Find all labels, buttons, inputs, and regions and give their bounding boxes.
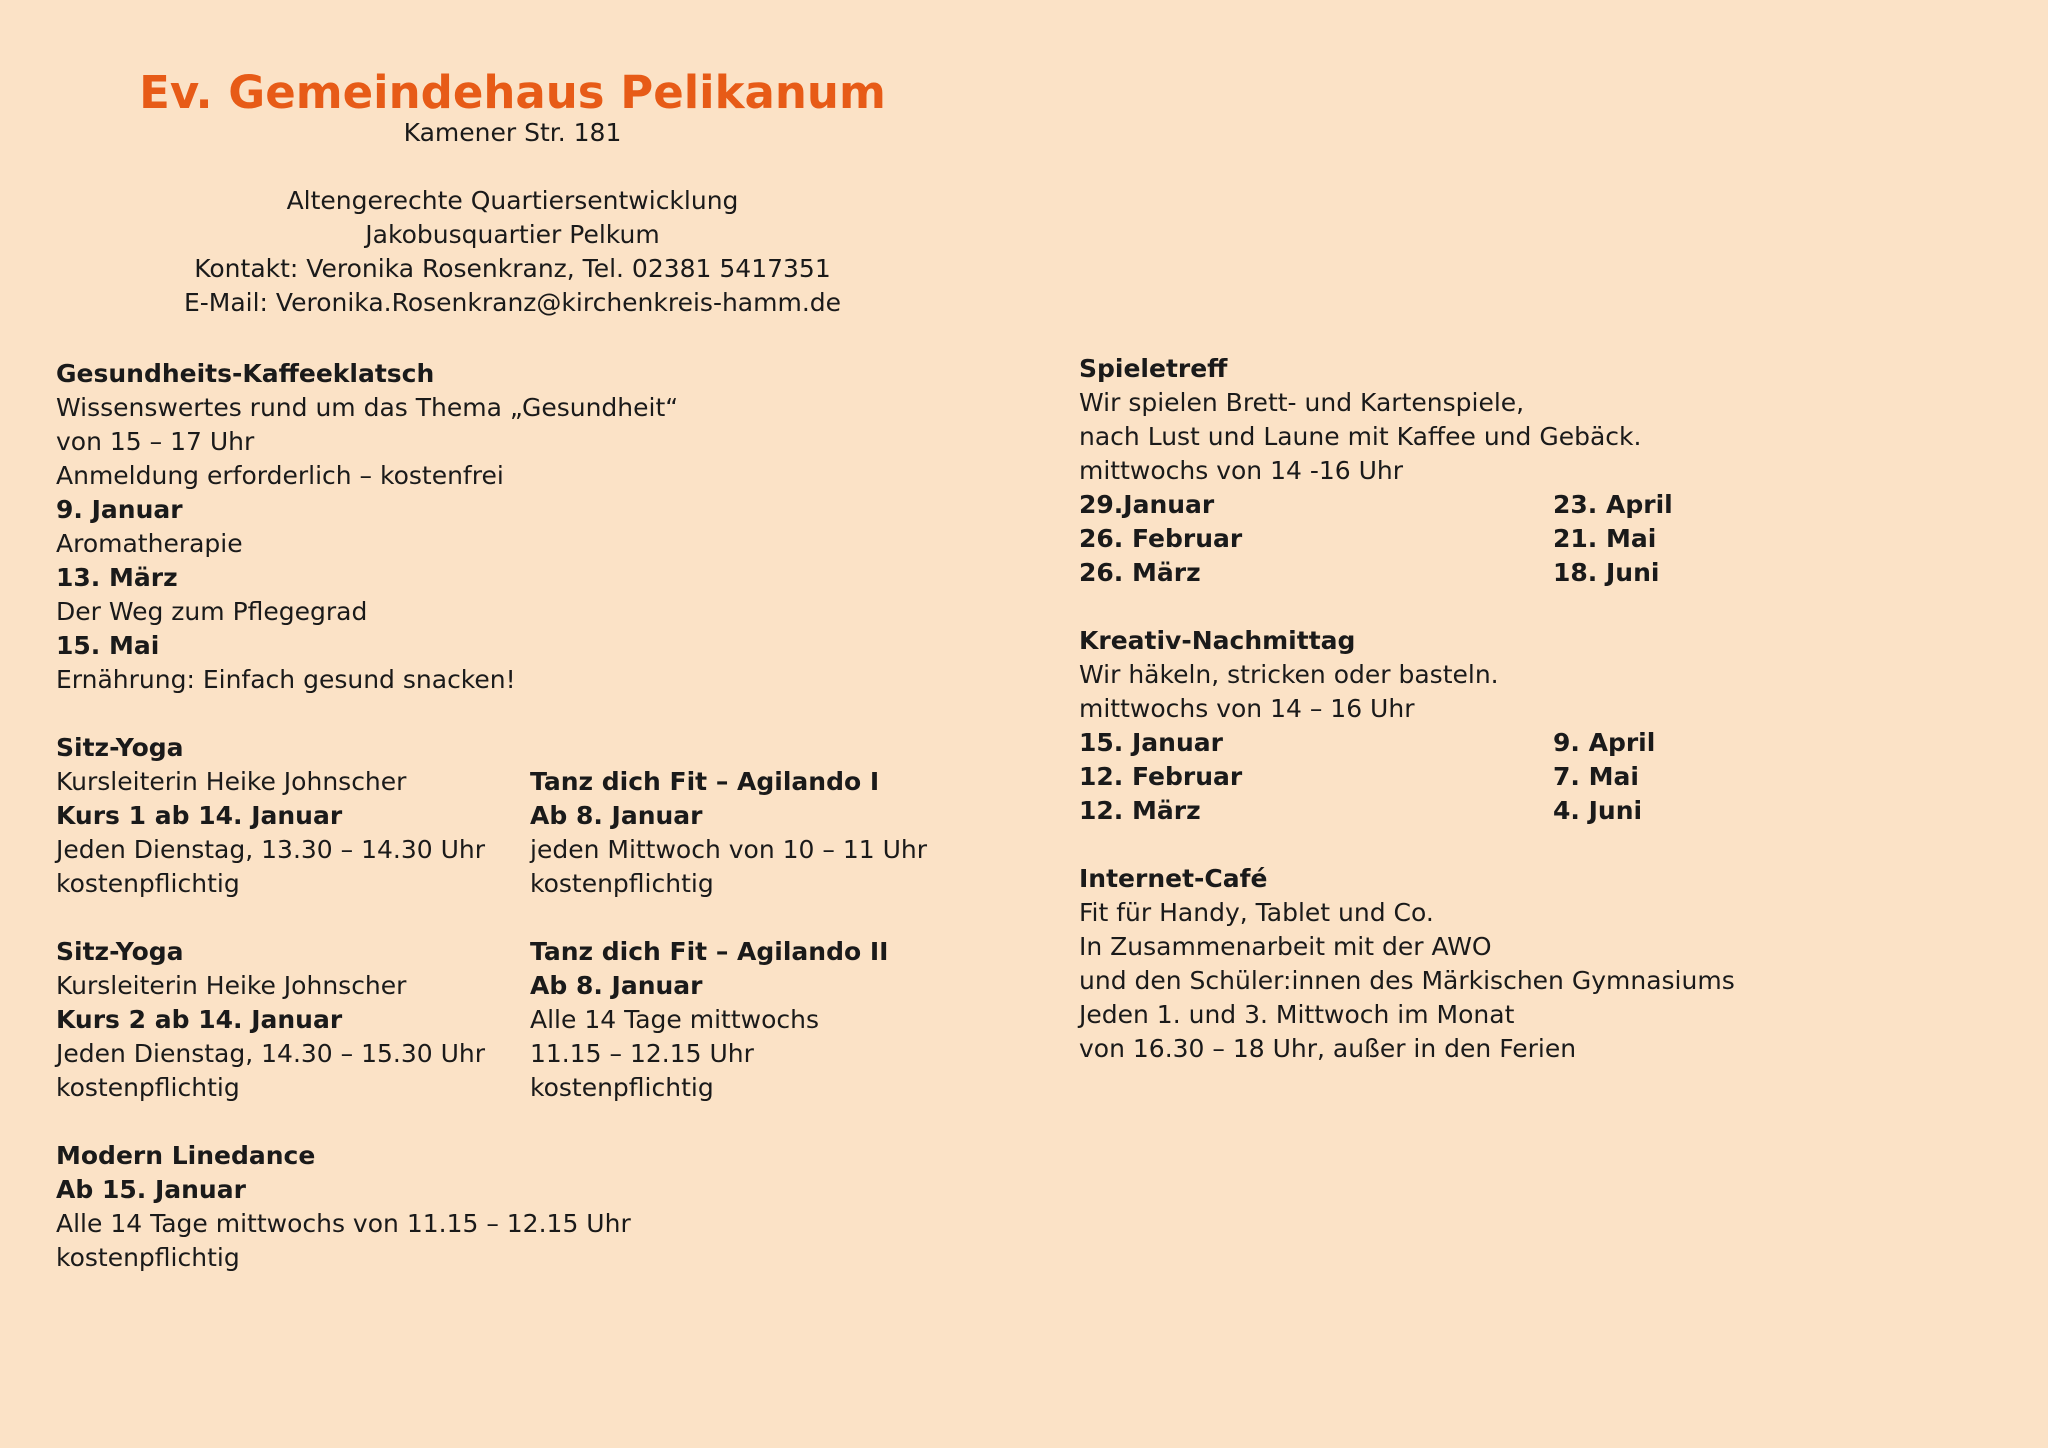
event-date: 18. Juni	[1553, 558, 1660, 587]
teacher: Kursleiterin Heike Johnscher	[56, 971, 407, 1000]
event-date: 9. April	[1553, 728, 1656, 757]
course: Kurs 1 ab 14. Januar	[56, 801, 343, 830]
section-line: von 16.30 – 18 Uhr, außer in den Ferien	[1079, 1034, 1577, 1063]
event-date: 4. Juni	[1553, 796, 1643, 825]
section-title: Internet-Café	[1079, 864, 1268, 893]
event-date: 15. Januar	[1079, 728, 1223, 757]
fee: kostenpflichtig	[56, 1073, 240, 1102]
kreativ-dates-right	[1553, 726, 1655, 828]
spacer	[0, 150, 1025, 184]
section-time: mittwochs von 14 -16 Uhr	[1079, 456, 1404, 485]
start-date: Ab 8. Januar	[530, 801, 703, 830]
section-line: und den Schüler:innen des Märkischen Gymnasiums	[1079, 966, 1735, 995]
section-title: Spieletreff	[1079, 354, 1228, 383]
event-date: 26. März	[1079, 558, 1201, 587]
event-date: 12. März	[1079, 796, 1201, 825]
section-desc: Wir spielen Brett- und Kartenspiele,	[1079, 388, 1525, 417]
event-topic: Ernährung: Einfach gesund snacken!	[56, 665, 516, 694]
header-info	[0, 116, 1025, 320]
spieletreff-dates-left	[1079, 488, 1242, 590]
section-tanz-2	[530, 935, 888, 1105]
teacher: Kursleiterin Heike Johnscher	[56, 767, 407, 796]
section-kaffeeklatsch	[56, 357, 678, 697]
fee: kostenpflichtig	[56, 869, 240, 898]
section-title: Tanz dich Fit – Agilando I	[530, 767, 880, 796]
email-line: E-Mail: Veronika.Rosenkranz@kirchenkreis-hamm.de	[183, 288, 842, 317]
section-time: jeden Mittwoch von 10 – 11 Uhr	[530, 835, 928, 864]
section-desc: Wissenswertes rund um das Thema „Gesundheit“	[56, 393, 679, 422]
section-time: Jeden Dienstag, 13.30 – 14.30 Uhr	[56, 835, 486, 864]
section-time: mittwochs von 14 – 16 Uhr	[1079, 694, 1415, 723]
event-date: 23. April	[1553, 490, 1673, 519]
event-date: 26. Februar	[1079, 524, 1243, 553]
section-title: Modern Linedance	[56, 1141, 316, 1170]
event-date: 15. Mai	[56, 631, 160, 660]
kreativ-dates-left	[1079, 726, 1242, 828]
event-date: 21. Mai	[1553, 524, 1657, 553]
section-title: Tanz dich Fit – Agilando II	[530, 937, 889, 966]
event-topic: Aromatherapie	[56, 529, 243, 558]
section-title: Sitz-Yoga	[56, 937, 184, 966]
event-date: 7. Mai	[1553, 762, 1639, 791]
fee: kostenpflichtig	[530, 1073, 714, 1102]
section-yoga-1	[56, 731, 485, 901]
fee: kostenpflichtig	[530, 869, 714, 898]
page-title: Ev. Gemeindehaus Pelikanum	[139, 66, 886, 119]
section-kreativ	[1079, 624, 1499, 726]
event-topic: Der Weg zum Pflegegrad	[56, 597, 368, 626]
event-date: 12. Februar	[1079, 762, 1243, 791]
spieletreff-dates-right	[1553, 488, 1673, 590]
section-internet-cafe	[1079, 862, 1735, 1066]
section-time: Alle 14 Tage mittwochs von 11.15 – 12.15 Uhr	[56, 1209, 631, 1238]
section-linedance	[56, 1139, 631, 1275]
section-tanz-1	[530, 765, 927, 901]
event-date: 9. Januar	[56, 495, 183, 524]
section-title: Sitz-Yoga	[56, 733, 184, 762]
address: Kamener Str. 181	[403, 118, 622, 147]
start-date: Ab 15. Januar	[56, 1175, 246, 1204]
header-line: Altengerechte Quartiersentwicklung	[286, 186, 739, 215]
section-time: Jeden Dienstag, 14.30 – 15.30 Uhr	[56, 1039, 486, 1068]
fee: kostenpflichtig	[56, 1243, 240, 1272]
section-title: Kreativ-Nachmittag	[1079, 626, 1356, 655]
section-note: Anmeldung erforderlich – kostenfrei	[56, 461, 504, 490]
section-yoga-2	[56, 935, 485, 1105]
contact-line: Kontakt: Veronika Rosenkranz, Tel. 02381 5417351	[194, 254, 831, 283]
header-line: Jakobusquartier Pelkum	[365, 220, 660, 249]
section-line: Jeden 1. und 3. Mittwoch im Monat	[1079, 1000, 1515, 1029]
section-spieletreff	[1079, 352, 1641, 488]
section-time: Alle 14 Tage mittwochs	[530, 1005, 819, 1034]
section-time: von 15 – 17 Uhr	[56, 427, 255, 456]
course: Kurs 2 ab 14. Januar	[56, 1005, 343, 1034]
section-title: Gesundheits-Kaffeeklatsch	[56, 359, 435, 388]
section-desc: Wir häkeln, stricken oder basteln.	[1079, 660, 1499, 689]
section-line: In Zusammenarbeit mit der AWO	[1079, 932, 1492, 961]
section-desc: nach Lust und Laune mit Kaffee und Gebäck.	[1079, 422, 1642, 451]
event-date: 13. März	[56, 563, 178, 592]
start-date: Ab 8. Januar	[530, 971, 703, 1000]
event-date: 29.Januar	[1079, 490, 1215, 519]
section-time: 11.15 – 12.15 Uhr	[530, 1039, 754, 1068]
section-line: Fit für Handy, Tablet und Co.	[1079, 898, 1434, 927]
